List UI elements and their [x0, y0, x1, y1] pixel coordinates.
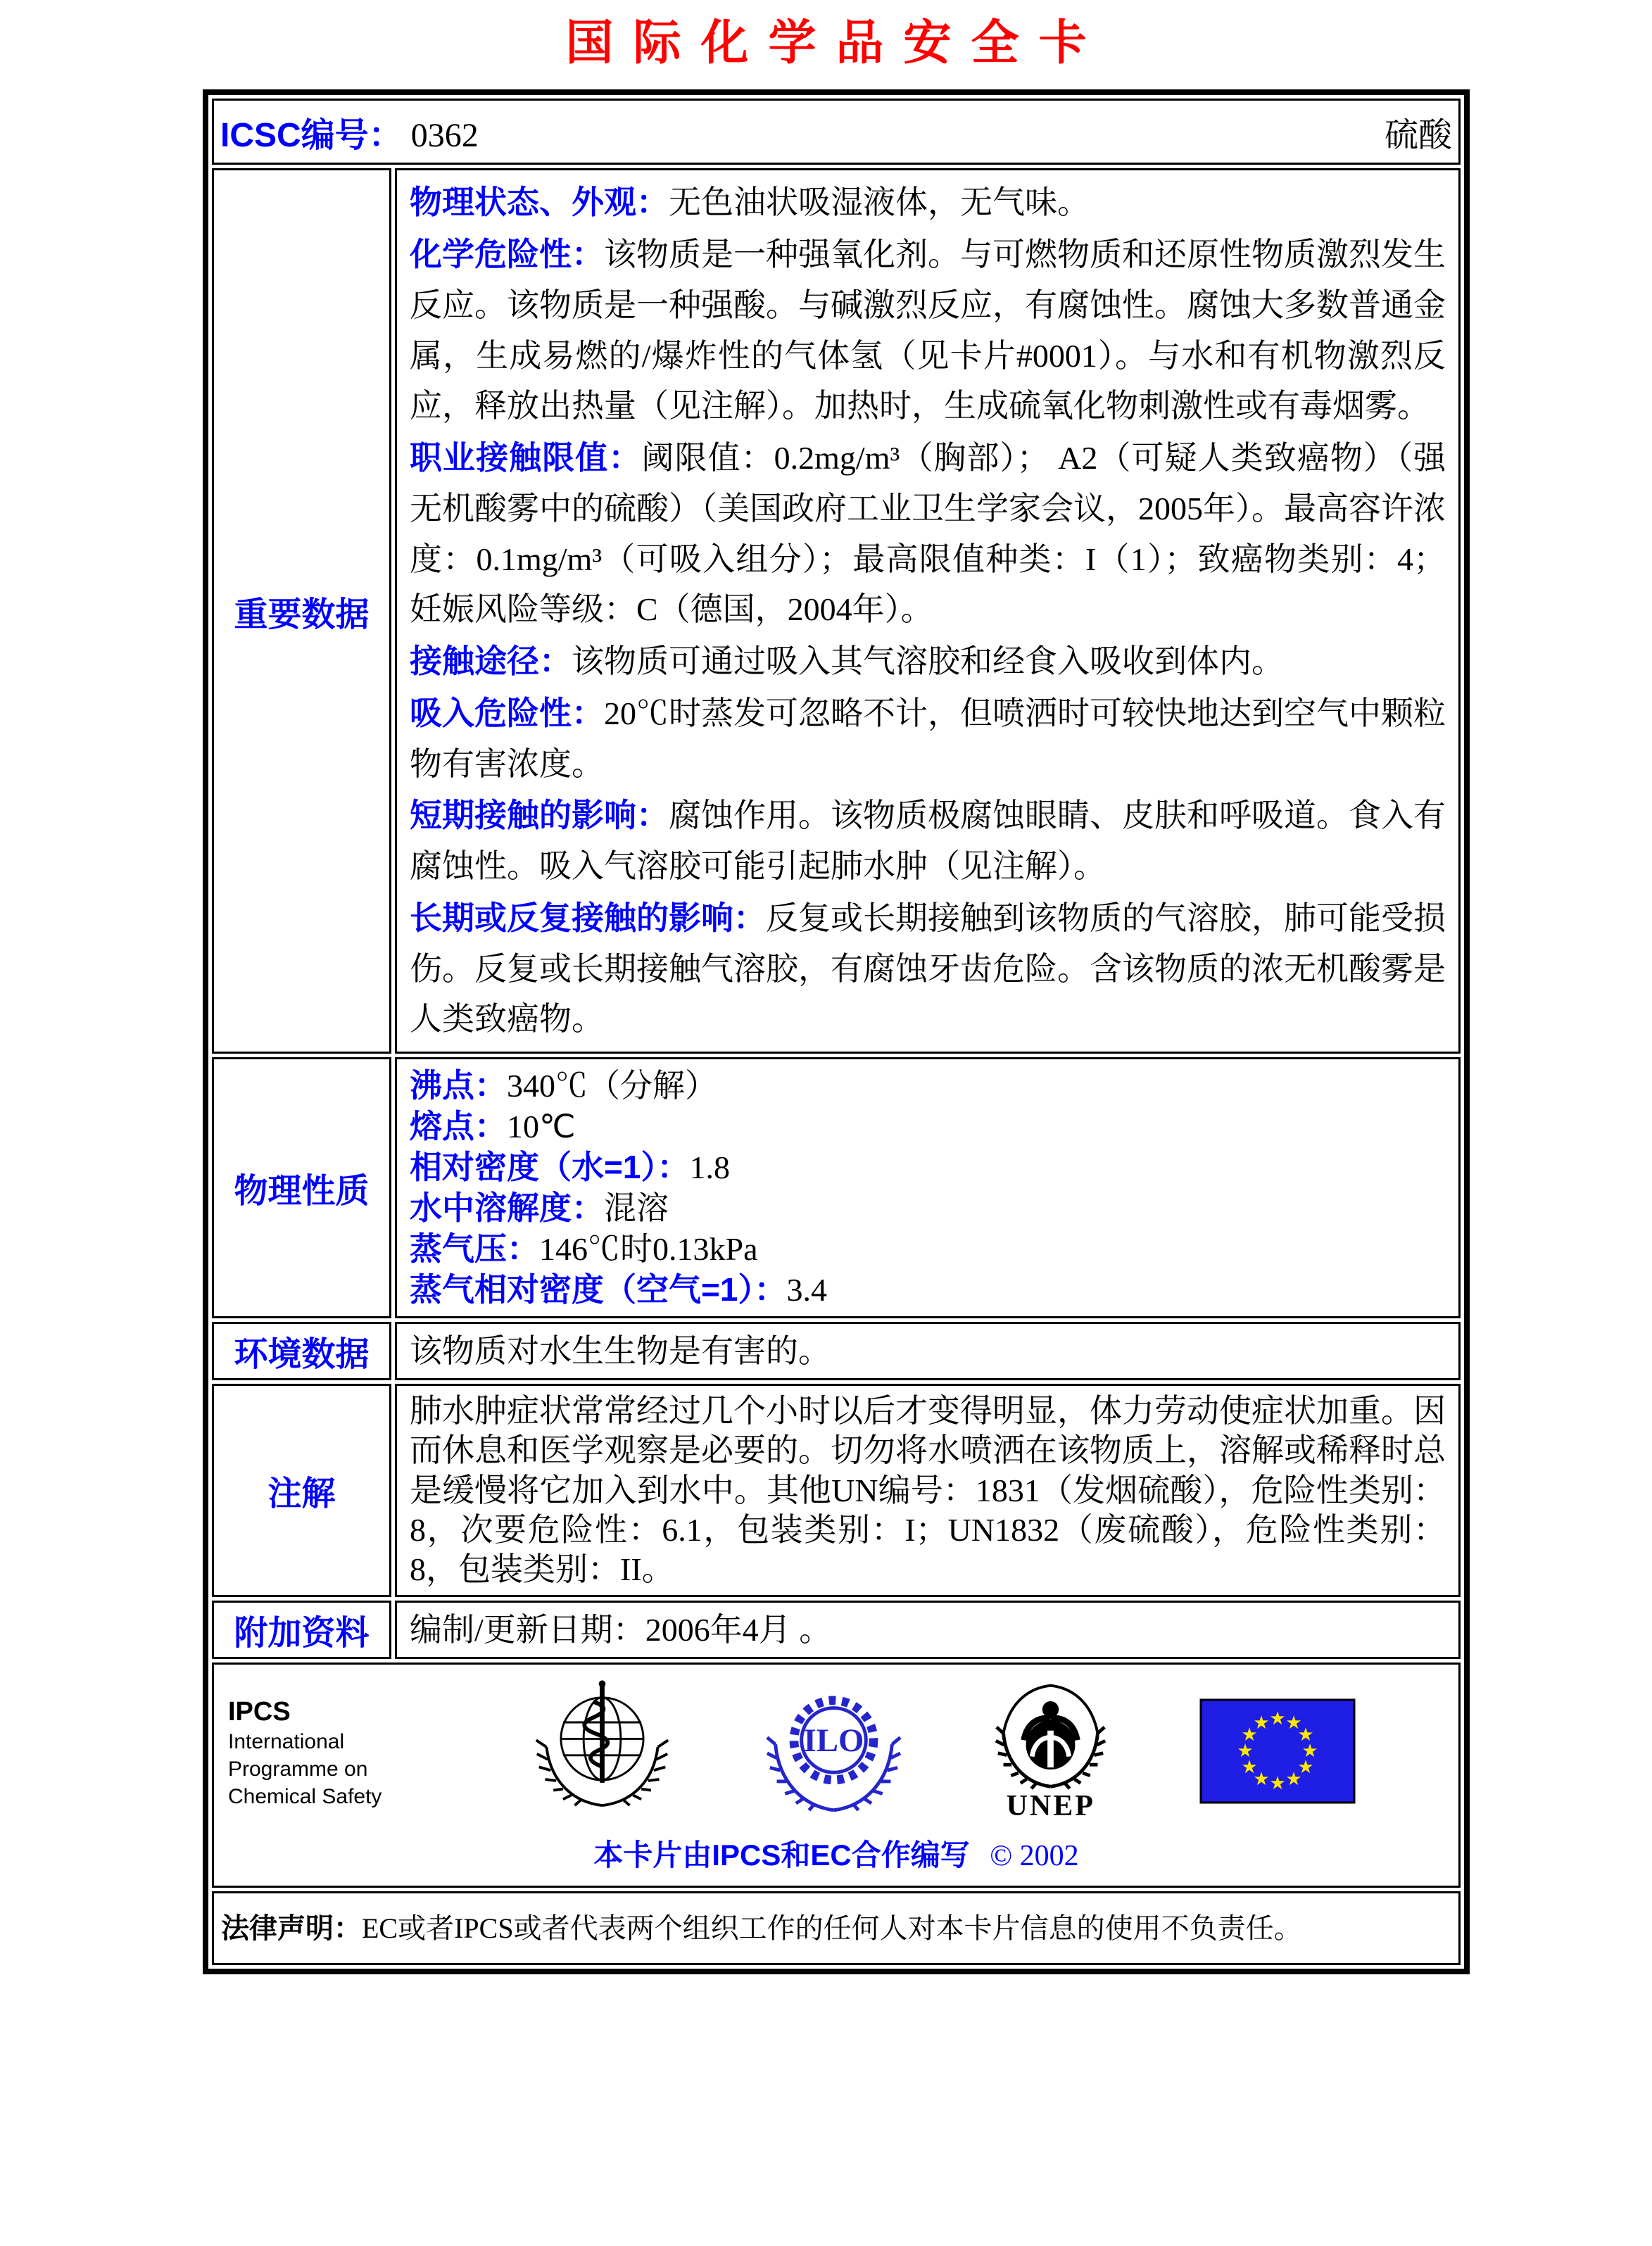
- environment-text: 该物质对水生生物是有害的。: [410, 1333, 831, 1370]
- unep-logo-block: [992, 1677, 1109, 1823]
- physical-item: [410, 1147, 1446, 1187]
- logos-strip: [225, 1674, 1447, 1828]
- physical-item: [410, 1188, 1446, 1228]
- icsc-number-value: 0362: [410, 116, 479, 154]
- item-text: 阈限值：0.2mg/m³（胸部）； A2（可疑人类致癌物）（强无机酸雾中的硫酸）（美国政府工业卫生学家会议，2005年）。最高容许浓度：0.1mg/m³（可吸入组分）；最高限值种类：I（1）；致癌物类别：4；妊娠风险等级：C（德国，2004年）。: [410, 440, 1446, 628]
- item-text: 20℃时蒸发可忽略不计，但喷洒时可较快地达到空气中颗粒物有害浓度。: [410, 695, 1446, 782]
- icsc-header-cell: [212, 99, 1461, 165]
- section-label-physical: 物理性质: [212, 1057, 391, 1318]
- item-text: 该物质可通过吸入其气溶胶和经食入吸收到体内。: [572, 643, 1284, 680]
- ipcs-line: Chemical Safety: [228, 1784, 382, 1808]
- item-label: 蒸气相对密度（空气=1）：: [410, 1271, 787, 1308]
- item-value: 混溶: [604, 1190, 669, 1227]
- important-item: [410, 636, 1446, 687]
- legal-label: 法律声明：: [221, 1912, 362, 1944]
- who-logo-icon: [530, 1677, 674, 1827]
- svg-text:★: ★: [1237, 1740, 1254, 1762]
- section-label-notes: 注解: [212, 1384, 391, 1597]
- svg-text:★: ★: [1285, 1768, 1302, 1790]
- svg-text:★: ★: [1269, 1772, 1286, 1794]
- section-label-environment: 环境数据: [212, 1322, 391, 1380]
- item-label: 长期或反复接触的影响：: [410, 899, 766, 936]
- footer-caption-line: [225, 1832, 1447, 1874]
- ipcs-block: [228, 1677, 439, 1810]
- item-label: 接触途径：: [410, 643, 572, 680]
- important-item: [410, 893, 1446, 1045]
- item-text: 反复或长期接触到该物质的气溶胶，肺可能受损伤。反复或长期接触气溶胶，有腐蚀牙齿危险。含该物质的浓无机酸雾是人类致癌物。: [410, 900, 1446, 1037]
- physical-properties-content: [395, 1057, 1461, 1318]
- ipcs-title: IPCS: [228, 1696, 291, 1727]
- svg-text:★: ★: [1297, 1724, 1314, 1746]
- notes-text: 肺水肿症状常常经过几个小时以后才变得明显，体力劳动使症状加重。因而休息和医学观察是必要的。切勿将水喷洒在该物质上，溶解或稀释时总是缓慢将它加入到水中。其他UN编号：1831（发烟硫酸），危险性类别：8，次要危险性：6.1，包装类别：I；UN1832（废硫酸），危险性类别：8，包装类别：II。: [410, 1393, 1446, 1587]
- svg-text:★: ★: [1301, 1740, 1318, 1762]
- unep-logo-icon: [992, 1677, 1109, 1793]
- ilo-letters: ILO: [803, 1722, 864, 1759]
- svg-text:★: ★: [1253, 1712, 1270, 1734]
- svg-text:★: ★: [1253, 1768, 1270, 1790]
- item-label: 职业接触限值：: [410, 439, 642, 477]
- item-label: 短期接触的影响：: [410, 797, 669, 834]
- eu-flag-icon: [1199, 1677, 1356, 1807]
- item-label: 吸入危险性：: [410, 694, 604, 731]
- item-text: 该物质是一种强氧化剂。与可燃物质和还原性物质激烈发生反应。该物质是一种强酸。与碱激烈反应，有腐蚀性。腐蚀大多数普通金属，生成易燃的/爆炸性的气体氢（见卡片#0001）。与水和有机物激烈反应，释放出热量（见注解）。加热时，生成硫氧化物刺激性或有毒烟雾。: [410, 236, 1446, 424]
- footer-copyright: © 2002: [990, 1839, 1079, 1872]
- physical-item: [410, 1229, 1446, 1269]
- item-label: 蒸气压：: [410, 1230, 539, 1268]
- item-label: 物理状态、外观：: [410, 184, 669, 221]
- item-value: 146℃时0.13kPa: [539, 1231, 758, 1268]
- section-label-additional: 附加资料: [212, 1601, 391, 1659]
- item-label: 化学危险性：: [410, 236, 604, 273]
- icsc-card-table: [203, 89, 1470, 1974]
- svg-text:★: ★: [1297, 1756, 1314, 1778]
- icsc-number-group: [220, 108, 479, 156]
- svg-text:★: ★: [1241, 1724, 1258, 1746]
- item-value: 10℃: [507, 1109, 576, 1145]
- important-item: [410, 688, 1446, 790]
- svg-text:★: ★: [1241, 1756, 1258, 1778]
- item-text: 腐蚀作用。该物质极腐蚀眼睛、皮肤和呼吸道。食入有腐蚀性。吸入气溶胶可能引起肺水肿（见注解）。: [410, 797, 1446, 885]
- physical-properties-row: [212, 1057, 1461, 1318]
- important-item: [410, 433, 1446, 635]
- legal-cell: [212, 1891, 1461, 1965]
- important-item: [410, 229, 1446, 431]
- icsc-header-row: [212, 99, 1461, 165]
- item-label: 水中溶解度：: [410, 1190, 604, 1227]
- environment-data-content: [395, 1322, 1461, 1380]
- legal-row: [212, 1891, 1461, 1965]
- logos-row: [212, 1663, 1461, 1888]
- item-label: 沸点：: [410, 1067, 507, 1104]
- item-label: 熔点：: [410, 1108, 507, 1145]
- item-value: 1.8: [689, 1149, 730, 1186]
- svg-text:★: ★: [1269, 1708, 1286, 1729]
- logos-cell: [212, 1663, 1461, 1888]
- ipcs-line: International: [228, 1729, 345, 1753]
- important-data-content: [395, 168, 1461, 1054]
- additional-info-row: [212, 1601, 1461, 1659]
- important-item: [410, 177, 1446, 228]
- item-value: 3.4: [786, 1272, 827, 1308]
- icsc-number-label: ICSC编号：: [220, 116, 403, 154]
- important-item: [410, 790, 1446, 892]
- additional-info-content: [395, 1601, 1461, 1659]
- notes-content: [395, 1384, 1461, 1597]
- legal-text: EC或者IPCS或者代表两个组织工作的任何人对本卡片信息的使用不负责任。: [362, 1912, 1302, 1944]
- ilo-logo-icon: [765, 1677, 902, 1827]
- physical-item: [410, 1270, 1446, 1310]
- important-data-row: [212, 168, 1461, 1054]
- environment-data-row: [212, 1322, 1461, 1380]
- item-label: 相对密度（水=1）：: [410, 1149, 690, 1186]
- ipcs-line: Programme on: [228, 1757, 368, 1781]
- additional-info-text: 编制/更新日期：2006年4月 。: [410, 1611, 832, 1648]
- footer-caption: 本卡片由IPCS和EC合作编写: [593, 1838, 970, 1872]
- physical-item: [410, 1066, 1446, 1106]
- item-text: 无色油状吸湿液体，无气味。: [669, 184, 1090, 221]
- svg-text:★: ★: [1285, 1712, 1302, 1734]
- page-title: 国际化学品安全卡: [565, 16, 1106, 70]
- notes-row: [212, 1384, 1461, 1597]
- substance-name: 硫酸: [1384, 116, 1452, 154]
- section-label-important: 重要数据: [212, 168, 391, 1054]
- unep-letters: UNEP: [1006, 1789, 1095, 1822]
- physical-item: [410, 1106, 1446, 1147]
- item-value: 340℃（分解）: [507, 1068, 717, 1104]
